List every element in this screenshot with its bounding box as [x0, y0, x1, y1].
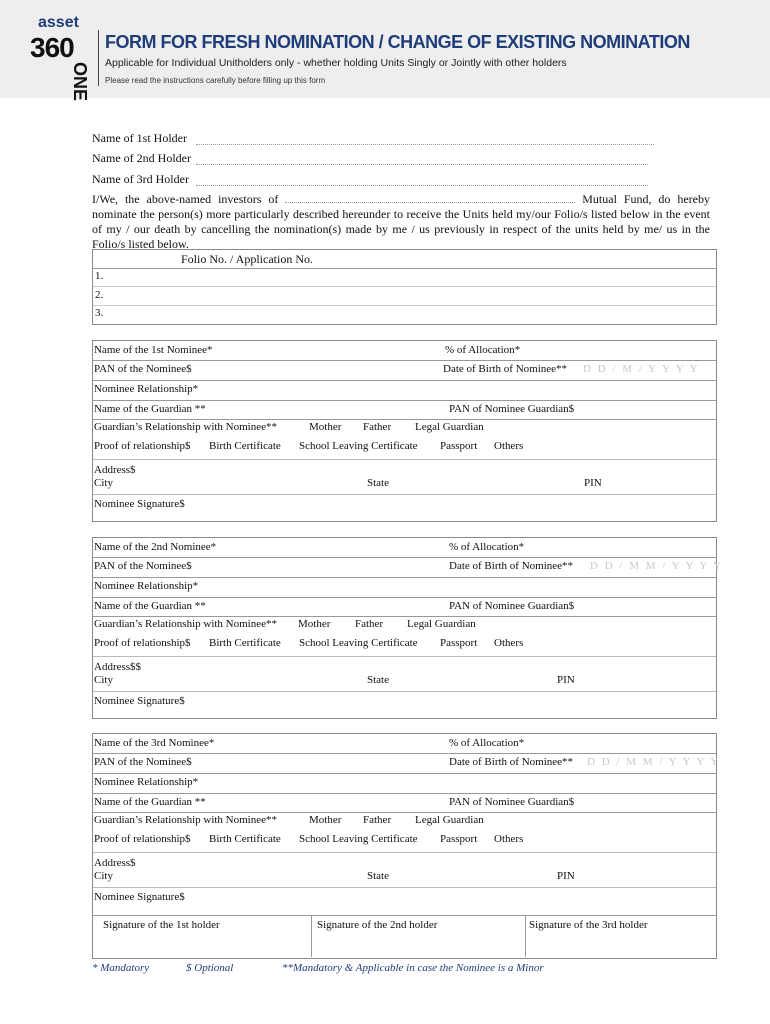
nominee-1-state-label: State [367, 477, 389, 489]
nominee-1-address-label: Address$ [94, 464, 136, 476]
footer-mandatory-note: * Mandatory [92, 962, 150, 974]
nominee-2-signature-label: Nominee Signature$ [94, 695, 185, 707]
declaration-rest: Mutual Fund, do hereby nominate the person(s) more particularly described hereunder to receive the Units held my/our Folio/s listed below in the event of my / our death by cancelling the nomination(s) made by me / us previously in respect of the units held by me/ us in the Folio/s listed below. [92, 192, 711, 251]
nominee-2-relationship-label: Nominee Relationship* [94, 580, 199, 592]
nominee-1-grel-label: Guardian’s Relationship with Nominee** [94, 421, 277, 433]
nominee-1-city-label: City [94, 477, 113, 489]
nominee-2-divider [93, 655, 716, 657]
nominee-3-proof-passport[interactable]: Passport [440, 833, 478, 845]
signature-table-top [93, 914, 716, 916]
nominee-3-dob-label: Date of Birth of Nominee** [449, 756, 574, 768]
nominee-2-grel-legal-guardian[interactable]: Legal Guardian [407, 618, 476, 630]
logo-text-number: 360 [30, 32, 74, 63]
nominee-2-proof-birth[interactable]: Birth Certificate [209, 637, 281, 649]
folio-row-3-label: 3. [95, 307, 104, 319]
folio-header: Folio No. / Application No. [181, 252, 313, 266]
nominee-1-proof-label: Proof of relationship$ [94, 440, 191, 452]
nominee-3-pan-label: PAN of the Nominee$ [94, 756, 192, 768]
signature-holder-2[interactable]: Signature of the 2nd holder [317, 919, 438, 931]
declaration-text [92, 192, 710, 252]
nominee-2-name-label: Name of the 2nd Nominee* [94, 541, 217, 553]
nominee-2-address-label: Address$$ [94, 661, 142, 673]
folio-row-1[interactable] [93, 268, 716, 287]
holder-2-field[interactable] [196, 164, 648, 165]
signature-divider-2 [525, 915, 526, 957]
form-header [0, 0, 770, 102]
nominee-3-relationship-label: Nominee Relationship* [94, 776, 199, 788]
nominee-3-pin-label: PIN [557, 870, 575, 882]
nominee-3-dob-placeholder[interactable]: D D / M M / Y Y Y Y [587, 756, 721, 768]
nominee-1-alloc-label: % of Allocation* [445, 344, 521, 356]
nominee-3-proof-label: Proof of relationship$ [94, 833, 191, 845]
holder-3-field[interactable] [196, 185, 648, 186]
nominee-3-name-label: Name of the 3rd Nominee* [94, 737, 215, 749]
signature-holder-3[interactable]: Signature of the 3rd holder [529, 919, 648, 931]
nominee-3-address-label: Address$ [94, 857, 136, 869]
nominee-3-city-label: City [94, 870, 113, 882]
folio-row-1-label: 1. [95, 270, 104, 282]
nominee-3-divider-2 [93, 886, 716, 888]
nominee-1-grel-father[interactable]: Father [363, 421, 392, 433]
nominee-1-pan-label: PAN of the Nominee$ [94, 363, 192, 375]
nominee-1-proof-others[interactable]: Others [494, 440, 524, 452]
form-title: FORM FOR FRESH NOMINATION / CHANGE OF EXISTING NOMINATION [105, 32, 690, 52]
nominee-1-grel-mother[interactable]: Mother [309, 421, 342, 433]
holder-2-label: Name of 2nd Holder [92, 151, 191, 165]
nominee-2-proof-passport[interactable]: Passport [440, 637, 478, 649]
nominee-1-divider-2 [93, 493, 716, 495]
folio-row-3[interactable] [93, 306, 716, 323]
nominee-3-grel-father[interactable]: Father [363, 814, 392, 826]
nominee-2-alloc-label: % of Allocation* [449, 541, 525, 553]
logo-text-one: ONE [70, 62, 90, 102]
nominee-3-grel-label: Guardian’s Relationship with Nominee** [94, 814, 277, 826]
nominee-1-pin-label: PIN [584, 477, 602, 489]
nominee-1-proof-passport[interactable]: Passport [440, 440, 478, 452]
header-divider [98, 30, 99, 86]
nominee-2-proof-school[interactable]: School Leaving Certificate [299, 637, 418, 649]
nominee-1-section [92, 340, 717, 522]
nominee-2-dob-placeholder[interactable]: D D / M M / Y Y Y Y [590, 560, 724, 572]
holder-1-label: Name of 1st Holder [92, 131, 187, 145]
holder-1-field[interactable] [196, 144, 654, 145]
nominee-1-guardian-pan-label: PAN of Nominee Guardian$ [449, 403, 575, 415]
nominee-3-guardian-label: Name of the Guardian ** [94, 796, 206, 808]
footer-optional-note: $ Optional [186, 962, 234, 974]
folio-row-2[interactable] [93, 287, 716, 306]
company-logo [30, 14, 90, 102]
nominee-1-dob-placeholder[interactable]: D D / M / Y Y Y Y [583, 363, 700, 375]
form-instructions: Please read the instructions carefully before filling up this form [105, 76, 326, 85]
nominee-3-section [92, 733, 721, 959]
signature-holder-1[interactable]: Signature of the 1st holder [103, 919, 220, 931]
nominee-2-pan-label: PAN of the Nominee$ [94, 560, 192, 572]
nominee-3-proof-school[interactable]: School Leaving Certificate [299, 833, 418, 845]
nominee-2-grel-mother[interactable]: Mother [298, 618, 331, 630]
nominee-1-name-label: Name of the 1st Nominee* [94, 344, 213, 356]
holder-3-label: Name of 3rd Holder [92, 172, 189, 186]
nominee-1-relationship-label: Nominee Relationship* [94, 383, 199, 395]
nominee-3-guardian-pan-label: PAN of Nominee Guardian$ [449, 796, 575, 808]
mutual-fund-name-field[interactable] [285, 202, 575, 203]
nominee-3-proof-others[interactable]: Others [494, 833, 524, 845]
nominee-2-section [92, 537, 724, 719]
folio-row-2-label: 2. [95, 289, 104, 301]
nominee-2-city-label: City [94, 674, 113, 686]
footer-minor-note: **Mandatory & Applicable in case the Nominee is a Minor [282, 962, 544, 974]
signature-divider-1 [311, 915, 312, 957]
nominee-2-grel-label: Guardian’s Relationship with Nominee** [94, 618, 277, 630]
nominee-1-proof-birth[interactable]: Birth Certificate [209, 440, 281, 452]
nominee-1-proof-school[interactable]: School Leaving Certificate [299, 440, 418, 452]
declaration-start: I/We, the above-named investors of [92, 192, 279, 206]
nominee-2-guardian-label: Name of the Guardian ** [94, 600, 206, 612]
logo-text-asset: asset [38, 14, 79, 31]
nominee-1-dob-label: Date of Birth of Nominee** [443, 363, 568, 375]
nominee-3-state-label: State [367, 870, 389, 882]
nominee-3-grel-mother[interactable]: Mother [309, 814, 342, 826]
nominee-1-guardian-label: Name of the Guardian ** [94, 403, 206, 415]
nominee-2-pin-label: PIN [557, 674, 575, 686]
nominee-3-alloc-label: % of Allocation* [449, 737, 525, 749]
nominee-2-guardian-pan-label: PAN of Nominee Guardian$ [449, 600, 575, 612]
nominee-2-state-label: State [367, 674, 389, 686]
nominee-1-grel-legal-guardian[interactable]: Legal Guardian [415, 421, 484, 433]
nominee-2-dob-label: Date of Birth of Nominee** [449, 560, 574, 572]
nominee-1-signature-label: Nominee Signature$ [94, 498, 185, 510]
nominee-3-divider [93, 851, 716, 853]
nominee-2-divider-2 [93, 690, 716, 692]
nominee-3-grel-legal-guardian[interactable]: Legal Guardian [415, 814, 484, 826]
nominee-3-proof-birth[interactable]: Birth Certificate [209, 833, 281, 845]
nominee-3-signature-label: Nominee Signature$ [94, 891, 185, 903]
nominee-2-grel-father[interactable]: Father [355, 618, 384, 630]
nominee-2-proof-others[interactable]: Others [494, 637, 524, 649]
nominee-2-proof-label: Proof of relationship$ [94, 637, 191, 649]
folio-table [92, 249, 717, 325]
nominee-1-divider [93, 458, 716, 460]
form-subtitle: Applicable for Individual Unitholders only - whether holding Units Singly or Jointly with other holders [105, 57, 567, 69]
